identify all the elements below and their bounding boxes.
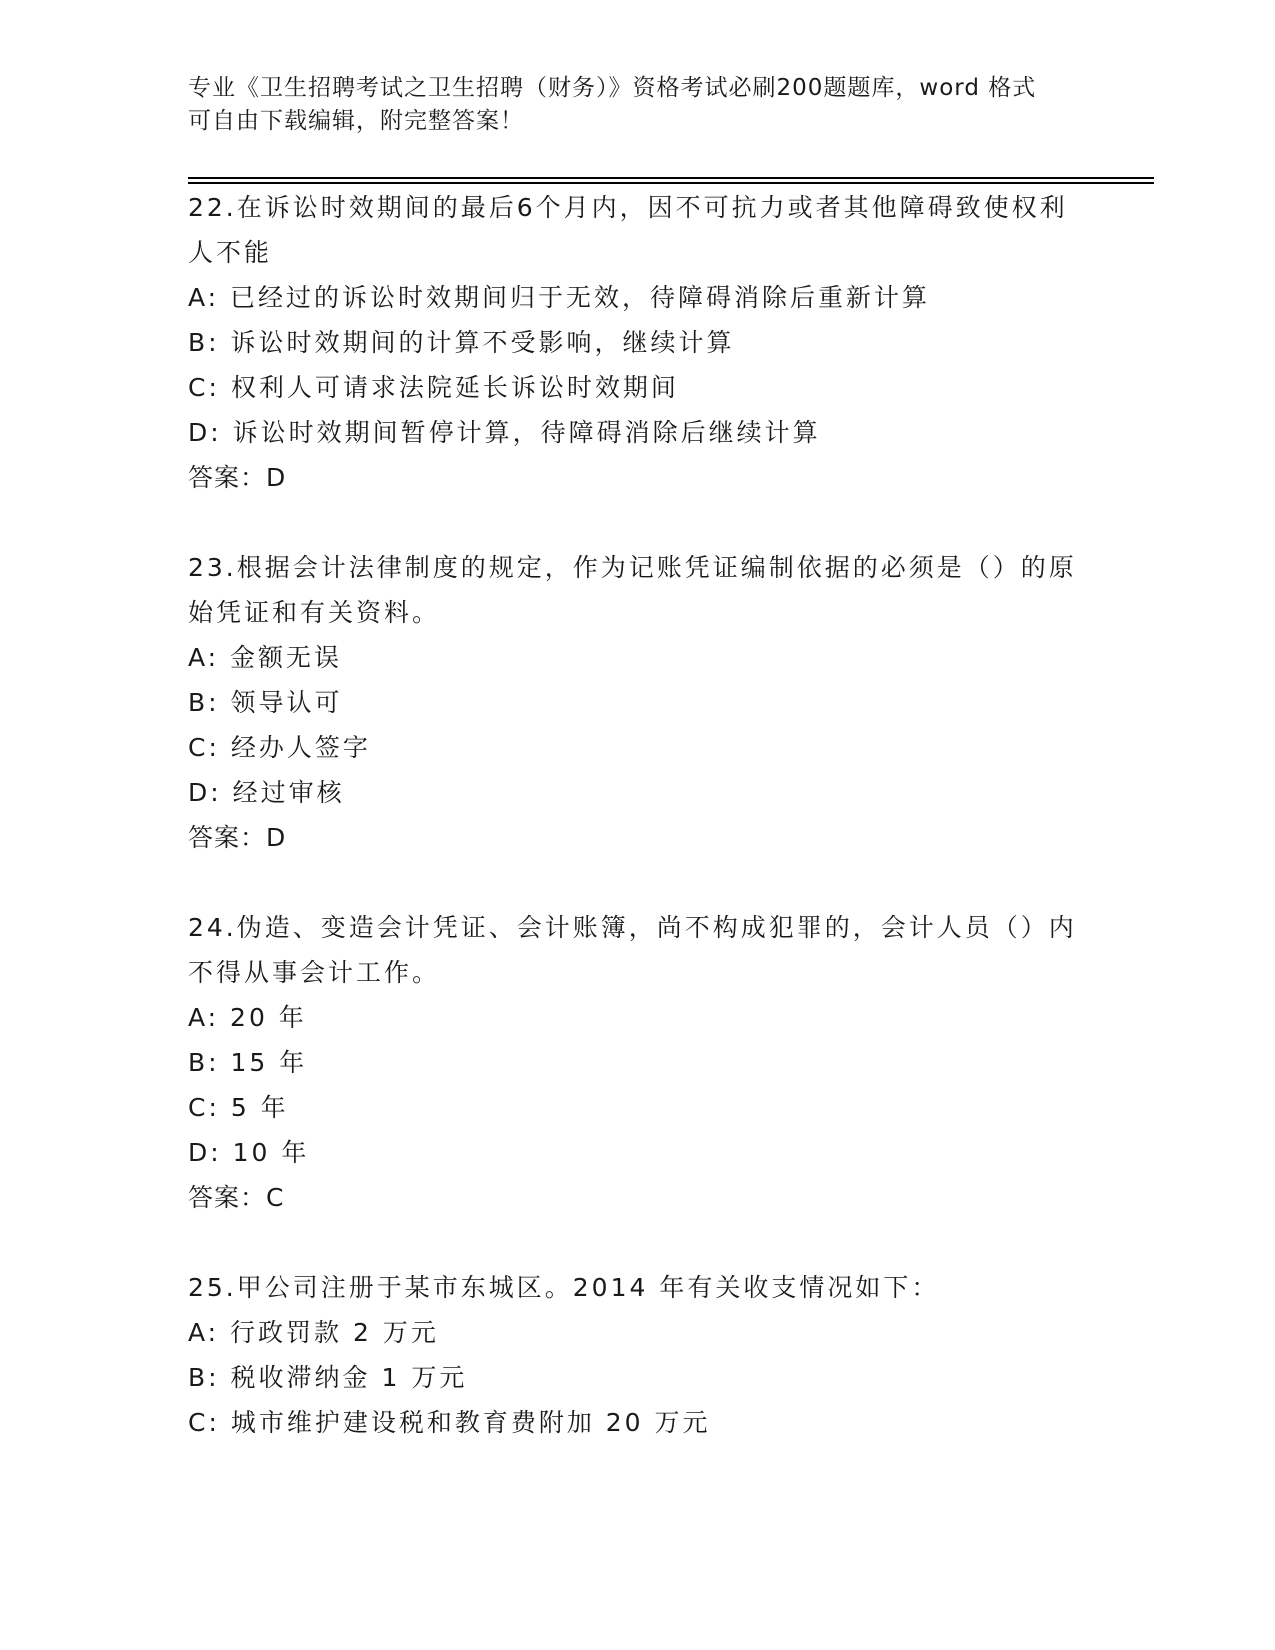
question-stem: 25.甲公司注册于某市东城区。2014 年有关收支情况如下： [188, 1273, 940, 1302]
answer-label: 答案： [188, 823, 267, 852]
question-stem: 22.在诉讼时效期间的最后6个月内，因不可抗力或者其他障碍致使权利人不能 [188, 193, 1068, 267]
question-25 [188, 1265, 1088, 1445]
option-c: C: 权利人可请求法院延长诉讼时效期间 [188, 373, 679, 402]
answer-line [188, 1175, 1088, 1220]
answer-value: D [266, 823, 287, 852]
option-b: B: 税收滞纳金 1 万元 [188, 1363, 468, 1392]
option-c: C: 5 年 [188, 1093, 289, 1122]
option-b: B: 15 年 [188, 1048, 308, 1077]
answer-label: 答案： [188, 463, 267, 492]
option-a: A: 金额无误 [188, 643, 343, 672]
answer-value: D [266, 463, 287, 492]
option-a: A: 行政罚款 2 万元 [188, 1318, 439, 1347]
answer-label: 答案： [188, 1183, 267, 1212]
header-title-line-2: 可自由下载编辑，附完整答案！ [188, 108, 524, 134]
option-d: D: 10 年 [188, 1138, 310, 1167]
option-b: B: 诉讼时效期间的计算不受影响，继续计算 [188, 328, 735, 357]
question-stem: 23.根据会计法律制度的规定，作为记账凭证编制依据的必须是（）的原始凭证和有关资料。 [188, 553, 1077, 627]
question-stem: 24.伪造、变造会计凭证、会计账簿，尚不构成犯罪的，会计人员（）内不得从事会计工作。 [188, 913, 1077, 987]
option-a: A: 已经过的诉讼时效期间归于无效，待障碍消除后重新计算 [188, 283, 931, 312]
header-rule-bottom [188, 182, 1154, 184]
option-c: C: 城市维护建设税和教育费附加 20 万元 [188, 1408, 711, 1437]
option-d: D: 经过审核 [188, 778, 345, 807]
document-header [188, 72, 1068, 138]
option-d: D: 诉讼时效期间暂停计算，待障碍消除后继续计算 [188, 418, 821, 447]
header-title-line-1: 专业《卫生招聘考试之卫生招聘（财务）》资格考试必刷200题题库，word 格式 [188, 75, 1037, 101]
answer-value: C [266, 1183, 285, 1212]
option-b: B: 领导认可 [188, 688, 343, 717]
answer-line [188, 815, 1088, 860]
option-c: C: 经办人签字 [188, 733, 371, 762]
question-22 [188, 185, 1088, 500]
answer-line [188, 455, 1088, 500]
header-rule-top [188, 177, 1154, 179]
question-23 [188, 545, 1088, 860]
option-a: A: 20 年 [188, 1003, 307, 1032]
question-24 [188, 905, 1088, 1220]
